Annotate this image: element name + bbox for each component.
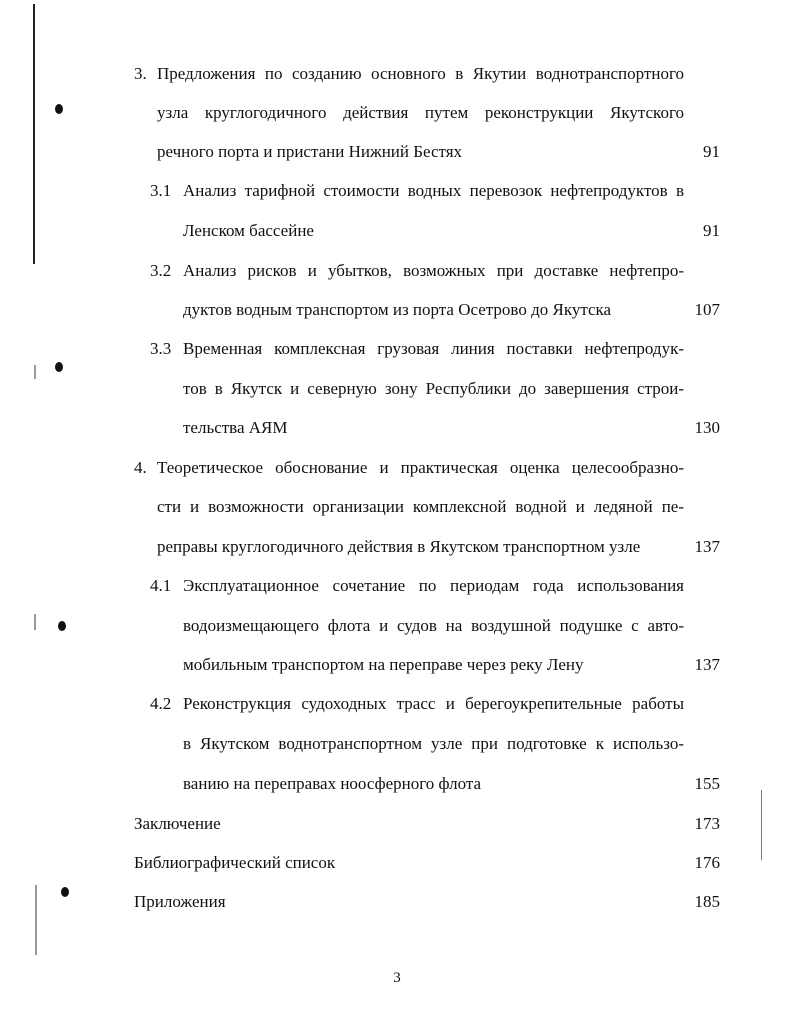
toc-entry-conclusion: Заключение [134,814,221,833]
toc-entry-3-2-number: 3.2 [150,261,172,280]
toc-entry-4-2-line-2: в Якутском воднотранспортном узле при подготовке к использо- [183,734,684,753]
toc-entry-4-2-line-3: ванию на переправах ноосферного флота [183,774,482,793]
scan-speck [35,885,37,955]
toc-entry-4-1-line-1: Эксплуатационное сочетание по периодам года использования [183,576,684,595]
toc-entry-4-1-page: 137 [694,655,720,674]
toc-entry-conclusion-page: 173 [694,814,720,833]
toc-entry-3-2-line-1: Анализ рисков и убытков, возможных при доставке нефтепро- [183,261,684,280]
toc-entry-3-1-line-2: Ленском бассейне [183,221,314,240]
toc-entry-3-line-1: Предложения по созданию основного в Якутии воднотранспортного [157,64,684,83]
toc-entry-4-line-2: сти и возможности организации комплексной водной и ледяной пе- [157,497,684,516]
toc-entry-3-2-page: 107 [694,300,720,319]
toc-entry-3-3-number: 3.3 [150,339,172,358]
punch-hole-3 [58,621,66,631]
scan-edge-line [33,4,35,264]
punch-hole-2 [55,362,63,372]
scan-speck [34,614,36,630]
toc-entry-4-2-number: 4.2 [150,694,172,713]
toc-entry-4-number: 4. [134,458,147,477]
punch-hole-4 [61,887,69,897]
toc-entry-4-1-line-3: мобильным транспортом на переправе через реку Лену [183,655,584,674]
toc-entry-4-line-1: Теоретическое обоснование и практическая оценка целесообразно- [157,458,684,477]
scan-speck [34,365,36,379]
punch-hole-1 [55,104,63,114]
toc-entry-4-2-page: 155 [694,774,720,793]
toc-entry-3-line-3: речного порта и пристани Нижний Бестях [157,142,463,161]
toc-entry-3-1-line-1: Анализ тарифной стоимости водных перевозок нефтепродуктов в [183,181,684,200]
toc-entry-3-line-2: узла круглогодичного действия путем реконструкции Якутского [157,103,684,122]
page-number: 3 [393,970,401,986]
toc-entry-3-1-number: 3.1 [150,181,172,200]
toc-entry-4-page: 137 [694,537,720,556]
toc-entry-3-3-line-1: Временная комплексная грузовая линия поставки нефтепродук- [183,339,684,358]
toc-entry-4-2-line-1: Реконструкция судоходных трасс и берегоукрепительные работы [183,694,684,713]
toc-entry-3-number: 3. [134,64,147,83]
toc-entry-bibliography: Библиографический список [134,853,336,872]
toc-entry-4-1-number: 4.1 [150,576,172,595]
toc-entry-3-1-page: 91 [703,221,720,240]
toc-entry-bibliography-page: 176 [694,853,720,872]
scan-edge-line-right [761,790,762,860]
toc-entry-3-3-page: 130 [694,418,720,437]
toc-entry-3-3-line-3: тельства АЯМ [183,418,288,437]
toc-entry-appendix: Приложения [134,892,226,911]
toc-entry-4-line-3: реправы круглогодичного действия в Якутском транспортном узле [157,537,641,556]
toc-entry-3-2-line-2: дуктов водным транспортом из порта Осетрово до Якутска [183,300,612,319]
toc-entry-3-page: 91 [703,142,720,161]
toc-entry-appendix-page: 185 [694,892,720,911]
toc-entry-3-3-line-2: тов в Якутск и северную зону Республики до завершения строи- [183,379,684,398]
toc-entry-4-1-line-2: водоизмещающего флота и судов на воздушной подушке с авто- [183,616,684,635]
